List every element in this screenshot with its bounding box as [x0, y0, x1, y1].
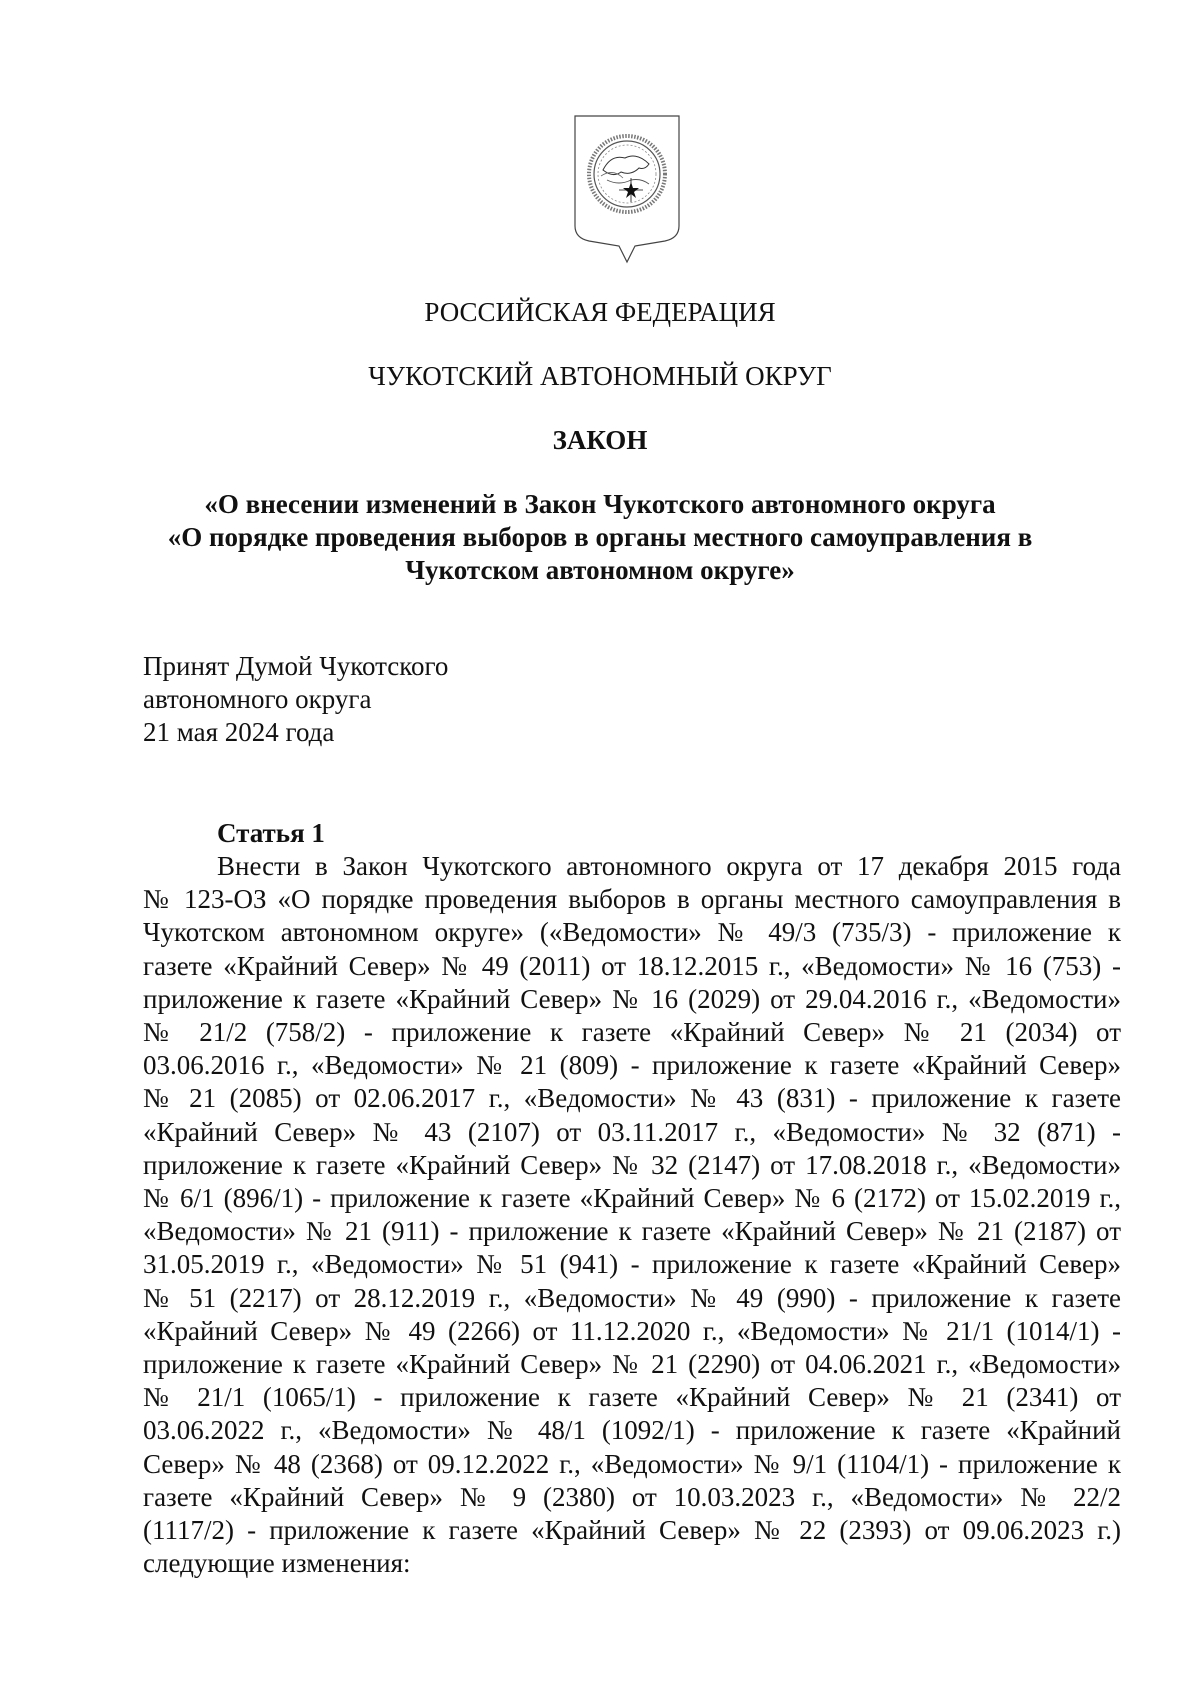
- adoption-date: 21 мая 2024 года: [143, 717, 335, 747]
- article-text-line: «Крайний Север» № 43 (2107) от 03.11.2017 г., «Ведомости» № 32 (871) -: [143, 1116, 1121, 1147]
- article-text-line: № 21/1 (1065/1) - приложение к газете «Крайний Север» № 21 (2341) от: [143, 1382, 1121, 1413]
- article-text-line: приложение к газете «Крайний Север» № 32 (2147) от 17.08.2018 г., «Ведомости»: [143, 1149, 1121, 1180]
- law-title-line: Чукотском автономном округе»: [405, 555, 795, 585]
- article-text-line: № 51 (2217) от 28.12.2019 г., «Ведомости» № 49 (990) - приложение к газете: [143, 1282, 1121, 1313]
- law-title: [130, 488, 1070, 587]
- article-text-line: 03.06.2022 г., «Ведомости» № 48/1 (1092/1) - приложение к газете «Крайний: [143, 1415, 1121, 1446]
- article-text-line: следующие изменения:: [143, 1548, 411, 1579]
- article-text-line: 03.06.2016 г., «Ведомости» № 21 (809) - приложение к газете «Крайний Север»: [143, 1050, 1121, 1081]
- adoption-note: [143, 650, 448, 749]
- article-text-line: № 123-ОЗ «О порядке проведения выборов в органы местного самоуправления в: [143, 884, 1121, 915]
- article-text-line: Чукотском автономном округе» («Ведомости» № 49/3 (735/3) - приложение к: [143, 917, 1121, 948]
- article-text-line: «Ведомости» № 21 (911) - приложение к газете «Крайний Север» № 21 (2187) от: [143, 1216, 1121, 1247]
- article-heading: Статья 1: [217, 818, 325, 848]
- article-text-line: газете «Крайний Север» № 9 (2380) от 10.03.2023 г., «Ведомости» № 22/2: [143, 1481, 1121, 1512]
- article-text-line: (1117/2) - приложение к газете «Крайний Север» № 22 (2393) от 09.06.2023 г.): [143, 1515, 1121, 1546]
- article-text-line: «Крайний Север» № 49 (2266) от 11.12.2020 г., «Ведомости» № 21/1 (1014/1) -: [143, 1315, 1121, 1346]
- coat-of-arms-emblem: [573, 114, 681, 264]
- law-title-line: «О порядке проведения выборов в органы местного самоуправления в: [167, 522, 1033, 552]
- article-text-line: Внести в Закон Чукотского автономного округа от 17 декабря 2015 года: [217, 851, 1121, 881]
- article-text-line: приложение к газете «Крайний Север» № 16 (2029) от 29.04.2016 г., «Ведомости»: [143, 983, 1121, 1014]
- article-text-line: № 6/1 (896/1) - приложение к газете «Крайний Север» № 6 (2172) от 15.02.2019 г.,: [143, 1183, 1121, 1214]
- adoption-note-line: Принят Думой Чукотского: [143, 651, 449, 681]
- adoption-note-line: автономного округа: [143, 684, 372, 714]
- article-text-line: № 21 (2085) от 02.06.2017 г., «Ведомости» № 43 (831) - приложение к газете: [143, 1083, 1121, 1114]
- article-text-line: 31.05.2019 г., «Ведомости» № 51 (941) - приложение к газете «Крайний Север»: [143, 1249, 1121, 1280]
- region-heading: ЧУКОТСКИЙ АВТОНОМНЫЙ ОКРУГ: [368, 361, 832, 391]
- country-heading: РОССИЙСКАЯ ФЕДЕРАЦИЯ: [424, 297, 776, 327]
- article-text-line: № 21/2 (758/2) - приложение к газете «Крайний Север» № 21 (2034) от: [143, 1017, 1121, 1048]
- article-text-line: Север» № 48 (2368) от 09.12.2022 г., «Ведомости» № 9/1 (1104/1) - приложение к: [143, 1448, 1121, 1479]
- article-text-line: приложение к газете «Крайний Север» № 21 (2290) от 04.06.2021 г., «Ведомости»: [143, 1349, 1121, 1380]
- article-body: [143, 850, 1121, 1580]
- law-title-line: «О внесении изменений в Закон Чукотского автономного округа: [204, 489, 996, 519]
- article-text-line: газете «Крайний Север» № 49 (2011) от 18.12.2015 г., «Ведомости» № 16 (753) -: [143, 950, 1121, 981]
- document-type-heading: ЗАКОН: [552, 425, 648, 455]
